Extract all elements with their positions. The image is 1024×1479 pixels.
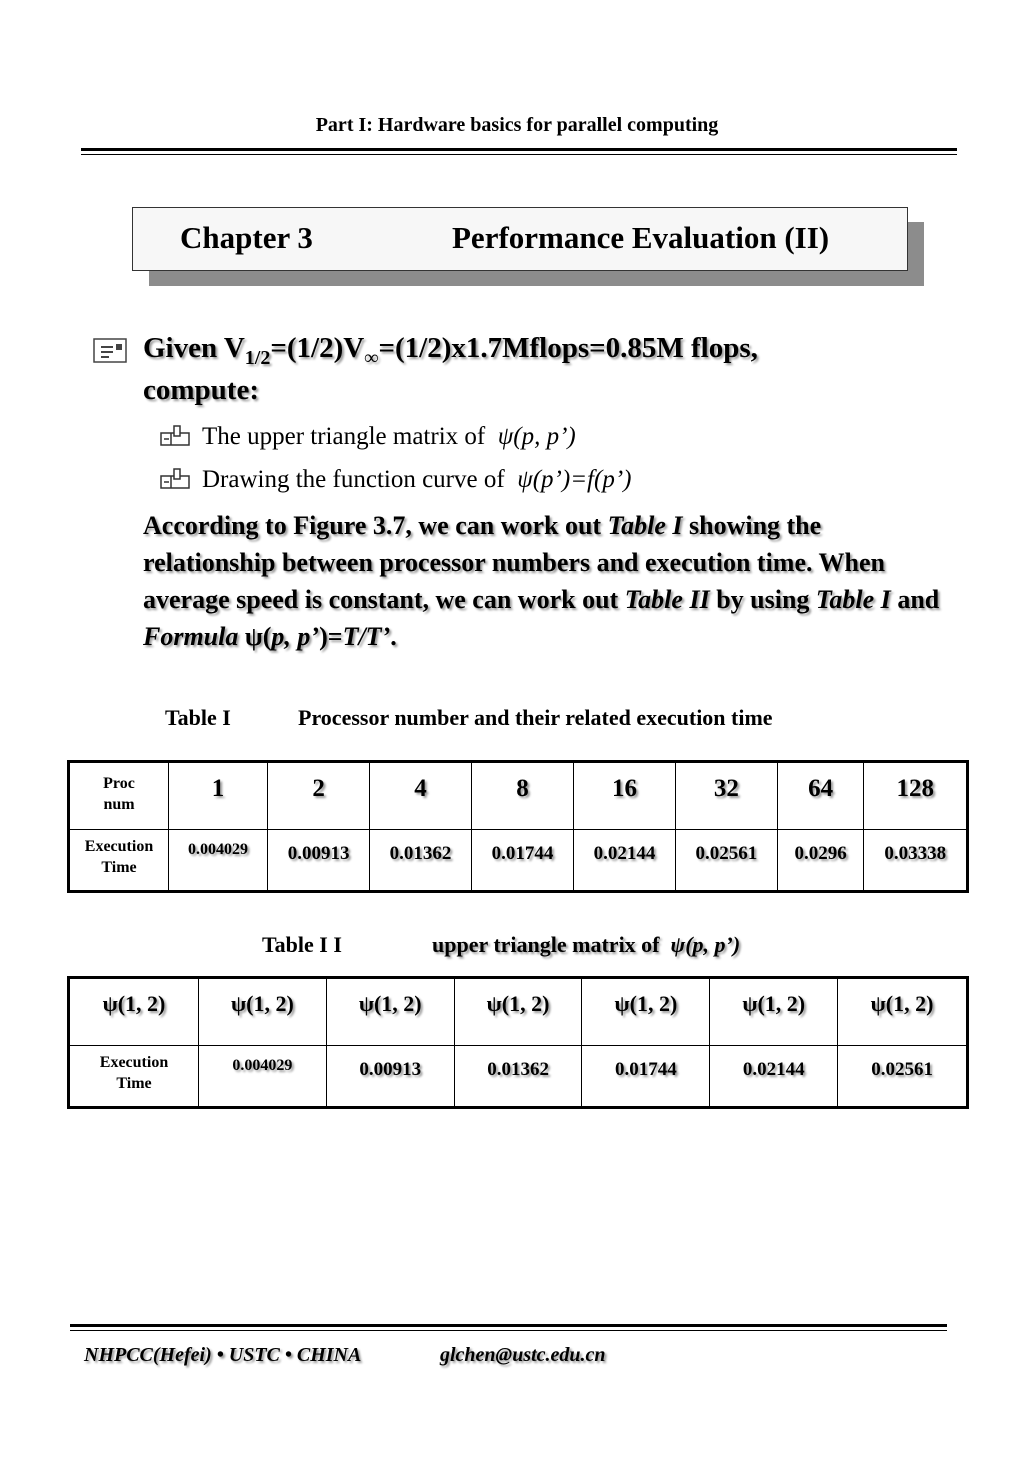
footer-organization: NHPCC(Hefei) • USTC • CHINA <box>84 1344 362 1366</box>
explanation-paragraph: According to Figure 3.7, we can work out Table I showing the relationship between processor numbers and execution time. When average speed is constant, we can work out Table II by using Table I and Formula ψ(p, p’)=T/T’. <box>143 511 940 651</box>
table-cell: 0.02561 <box>838 1046 968 1108</box>
given-statement: Given $V_{1/2}=(1/2)V_\infty=(1/2)x1.7Mflops=0.85M$ flops, <box>143 332 758 369</box>
table2-row-headers <box>69 978 968 1046</box>
table-cell: 0.02561 <box>675 830 777 892</box>
footer-rule-thin <box>70 1330 947 1331</box>
table2-row-values <box>69 1046 968 1108</box>
chapter-number: Chapter 3 <box>180 220 313 255</box>
header-rule-thin <box>81 154 957 155</box>
table-cell: 0.00913 <box>268 830 370 892</box>
sub-bullet-1-formula: ψ(p, p’) <box>497 423 576 450</box>
running-header: Part I: Hardware basics for parallel computing <box>315 114 719 136</box>
table-cell: 2 <box>268 762 370 830</box>
table-cell: 0.0296 <box>777 830 864 892</box>
table1-title: Processor number and their related execution time <box>298 705 773 730</box>
table-cell: 0.004029 <box>169 830 268 892</box>
table-cell: 0.01362 <box>370 830 472 892</box>
hand-pointer-icon <box>160 425 192 452</box>
table-cell: 0.02144 <box>710 1046 838 1108</box>
header-rule-thick <box>81 148 957 151</box>
given-statement-line2: compute: <box>143 374 259 406</box>
table-cell: 0.01744 <box>472 830 574 892</box>
table-cell: 64 <box>777 762 864 830</box>
table-cell: 4 <box>370 762 472 830</box>
table-cell: ψ(1, 2) <box>710 978 838 1046</box>
sub-bullet-1: The upper triangle matrix of ψ(p, p’) <box>202 423 576 450</box>
table-cell: ψ(1, 2) <box>199 978 327 1046</box>
chapter-title: Performance Evaluation (II) <box>452 220 830 255</box>
table-cell: ψ(1, 2) <box>326 978 454 1046</box>
table-cell: ψ(1, 2) <box>838 978 968 1046</box>
table1-row-times <box>69 830 968 892</box>
table-cell: 16 <box>573 762 675 830</box>
footer-rule-thick <box>70 1324 947 1327</box>
table-cell: ψ(1, 2) <box>454 978 582 1046</box>
table1-label: Table I <box>165 705 231 730</box>
table-cell: 1 <box>169 762 268 830</box>
table-cell: 0.004029 <box>199 1046 327 1108</box>
table2 <box>67 976 969 1109</box>
table-cell: 0.01744 <box>582 1046 710 1108</box>
sub-bullet-2: Drawing the function curve of ψ(p’)=f(p’) <box>202 466 632 493</box>
table-cell: 8 <box>472 762 574 830</box>
table-cell: 0.02144 <box>573 830 675 892</box>
footer-email: glchen@ustc.edu.cn <box>440 1344 606 1366</box>
table-cell: 0.01362 <box>454 1046 582 1108</box>
hand-pointer-icon <box>160 468 192 495</box>
table2-label: Table I I <box>262 932 342 957</box>
table-cell: 32 <box>675 762 777 830</box>
table1-row-procs <box>69 762 968 830</box>
list-bullet-icon <box>93 338 127 369</box>
table1-row-header: Execution Time <box>69 830 169 892</box>
table-cell: ψ(1, 2) <box>582 978 710 1046</box>
table2-title: upper triangle matrix of ψ(p, p’) <box>432 932 741 957</box>
table-cell: 0.03338 <box>864 830 968 892</box>
table1-row-header: Proc num <box>69 762 169 830</box>
sub-bullet-2-formula: ψ(p’)=f(p’) <box>517 466 632 493</box>
table1 <box>67 760 969 893</box>
table2-row-header: Execution Time <box>69 1046 199 1108</box>
table-cell: 128 <box>864 762 968 830</box>
table-cell: 0.00913 <box>326 1046 454 1108</box>
table-cell: ψ(1, 2) <box>69 978 199 1046</box>
